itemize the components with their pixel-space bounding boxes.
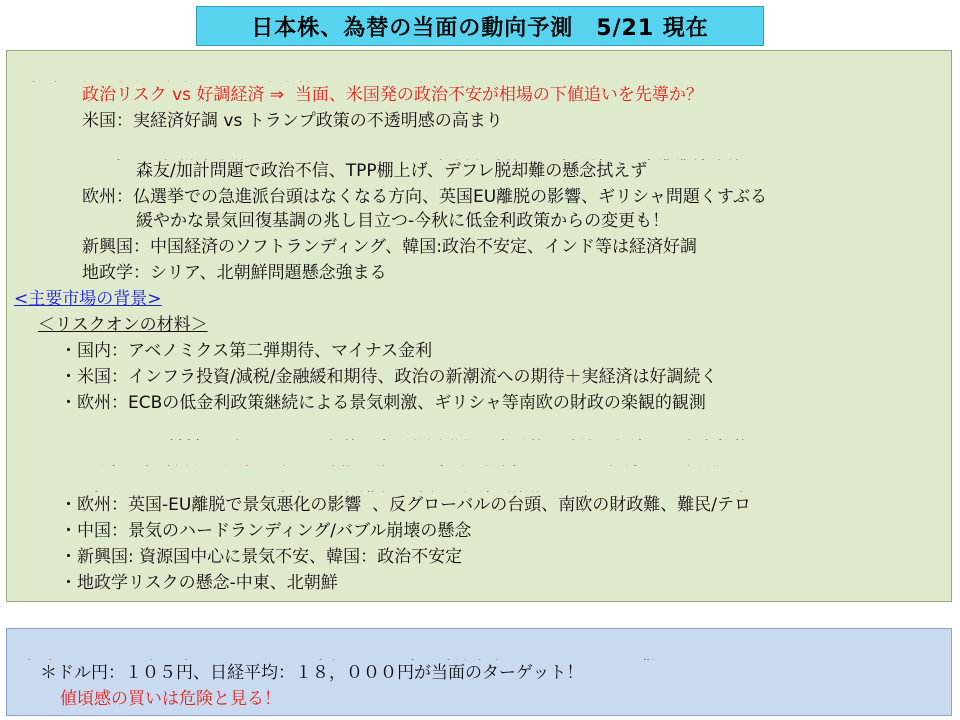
risk-off-item-europe: ・欧州：英国-EU離脱で景気悪化の影響 、反グローバルの台頭、南欧の財政難、難民/テロ	[60, 495, 752, 515]
recent-europe: 欧州：仏選挙での急進派台頭はなくなる方向、英国EU離脱の影響、ギリシャ問題くすぶる	[82, 187, 767, 207]
recent-headline	[76, 81, 709, 82]
page-title: 日本株、為替の当面の動向予測 5/21 現在	[196, 6, 764, 46]
risk-off-us-red	[139, 491, 326, 492]
recent-emerging: 新興国：中国経済のソフトランディング、韓国:政治不安定、インド等は経済好調	[82, 237, 698, 257]
risk-off-item-china: ・中国：景気のハードランディング/バブル崩壊の懸念	[60, 521, 472, 541]
risk-off-item-domestic	[60, 442, 726, 466]
risk-on-heading: ＜リスクオンの材料＞	[38, 315, 208, 335]
recent-europe-cont: 緩やかな景気回復基調の兆し目立つ-今秋に低金利政策からの変更も！	[136, 211, 670, 231]
recent-label	[25, 81, 59, 82]
risk-off-us-mid	[325, 491, 563, 492]
risk-off-heading-line	[38, 416, 750, 440]
recent-japan	[82, 136, 759, 160]
risk-off-domestic-prefix	[71, 465, 139, 466]
recent-line-1	[14, 58, 709, 82]
recent-colon	[59, 81, 76, 82]
background-heading: <主要市場の背景>	[14, 289, 162, 309]
stance-label	[25, 659, 127, 660]
risk-on-item-domestic: ・国内：アベノミクス第二弾期待、マイナス金利	[60, 341, 433, 361]
risk-off-item-us	[60, 468, 750, 492]
recent-us: 米国：実経済好調 vs トランプ政策の不透明感の高まり	[82, 111, 503, 131]
stance-text	[126, 659, 705, 660]
risk-off-heading-rest	[218, 439, 750, 440]
risk-on-item-us: ・米国：インフラ投資/減税/金融緩和期待、政治の新潮流への期待＋実経済は好調続く	[60, 367, 718, 387]
recent-line-2: 政治リスク vs 好調経済 ⇒ 当面、米国発の政治不安が相場の下値追いを先導か？	[82, 85, 703, 105]
recent-geopolitics: 地政学：シリア、北朝鮮問題懸念強まる	[82, 263, 387, 283]
risk-off-us-red2	[563, 491, 749, 492]
stance-warning: 値頃感の買いは危険と見る！	[60, 689, 281, 709]
risk-off-item-emerging: ・新興国: 資源国中心に景気不安、韓国：政治不安定	[60, 547, 463, 567]
risk-off-domestic-red	[139, 465, 390, 466]
risk-off-us-prefix	[71, 491, 139, 492]
recent-japan-cont: 森友/加計問題で政治不信、TPP棚上げ、デフレ脱却難の懸念拭えず	[136, 161, 648, 181]
stance-line	[14, 636, 705, 660]
risk-off-domestic-post	[390, 465, 726, 466]
risk-off-item-geopolitics: ・地政学リスクの懸念-中東、北朝鮮	[60, 573, 338, 593]
risk-on-item-europe: ・欧州：ECBの低金利政策継続による景気刺激、ギリシャ等南欧の財政の楽観的観測	[60, 393, 706, 413]
stance-target: ＊ドル円：１０５円、日経平均：１８，０００円が当面のターゲット！	[40, 663, 584, 683]
risk-off-heading	[49, 439, 218, 440]
